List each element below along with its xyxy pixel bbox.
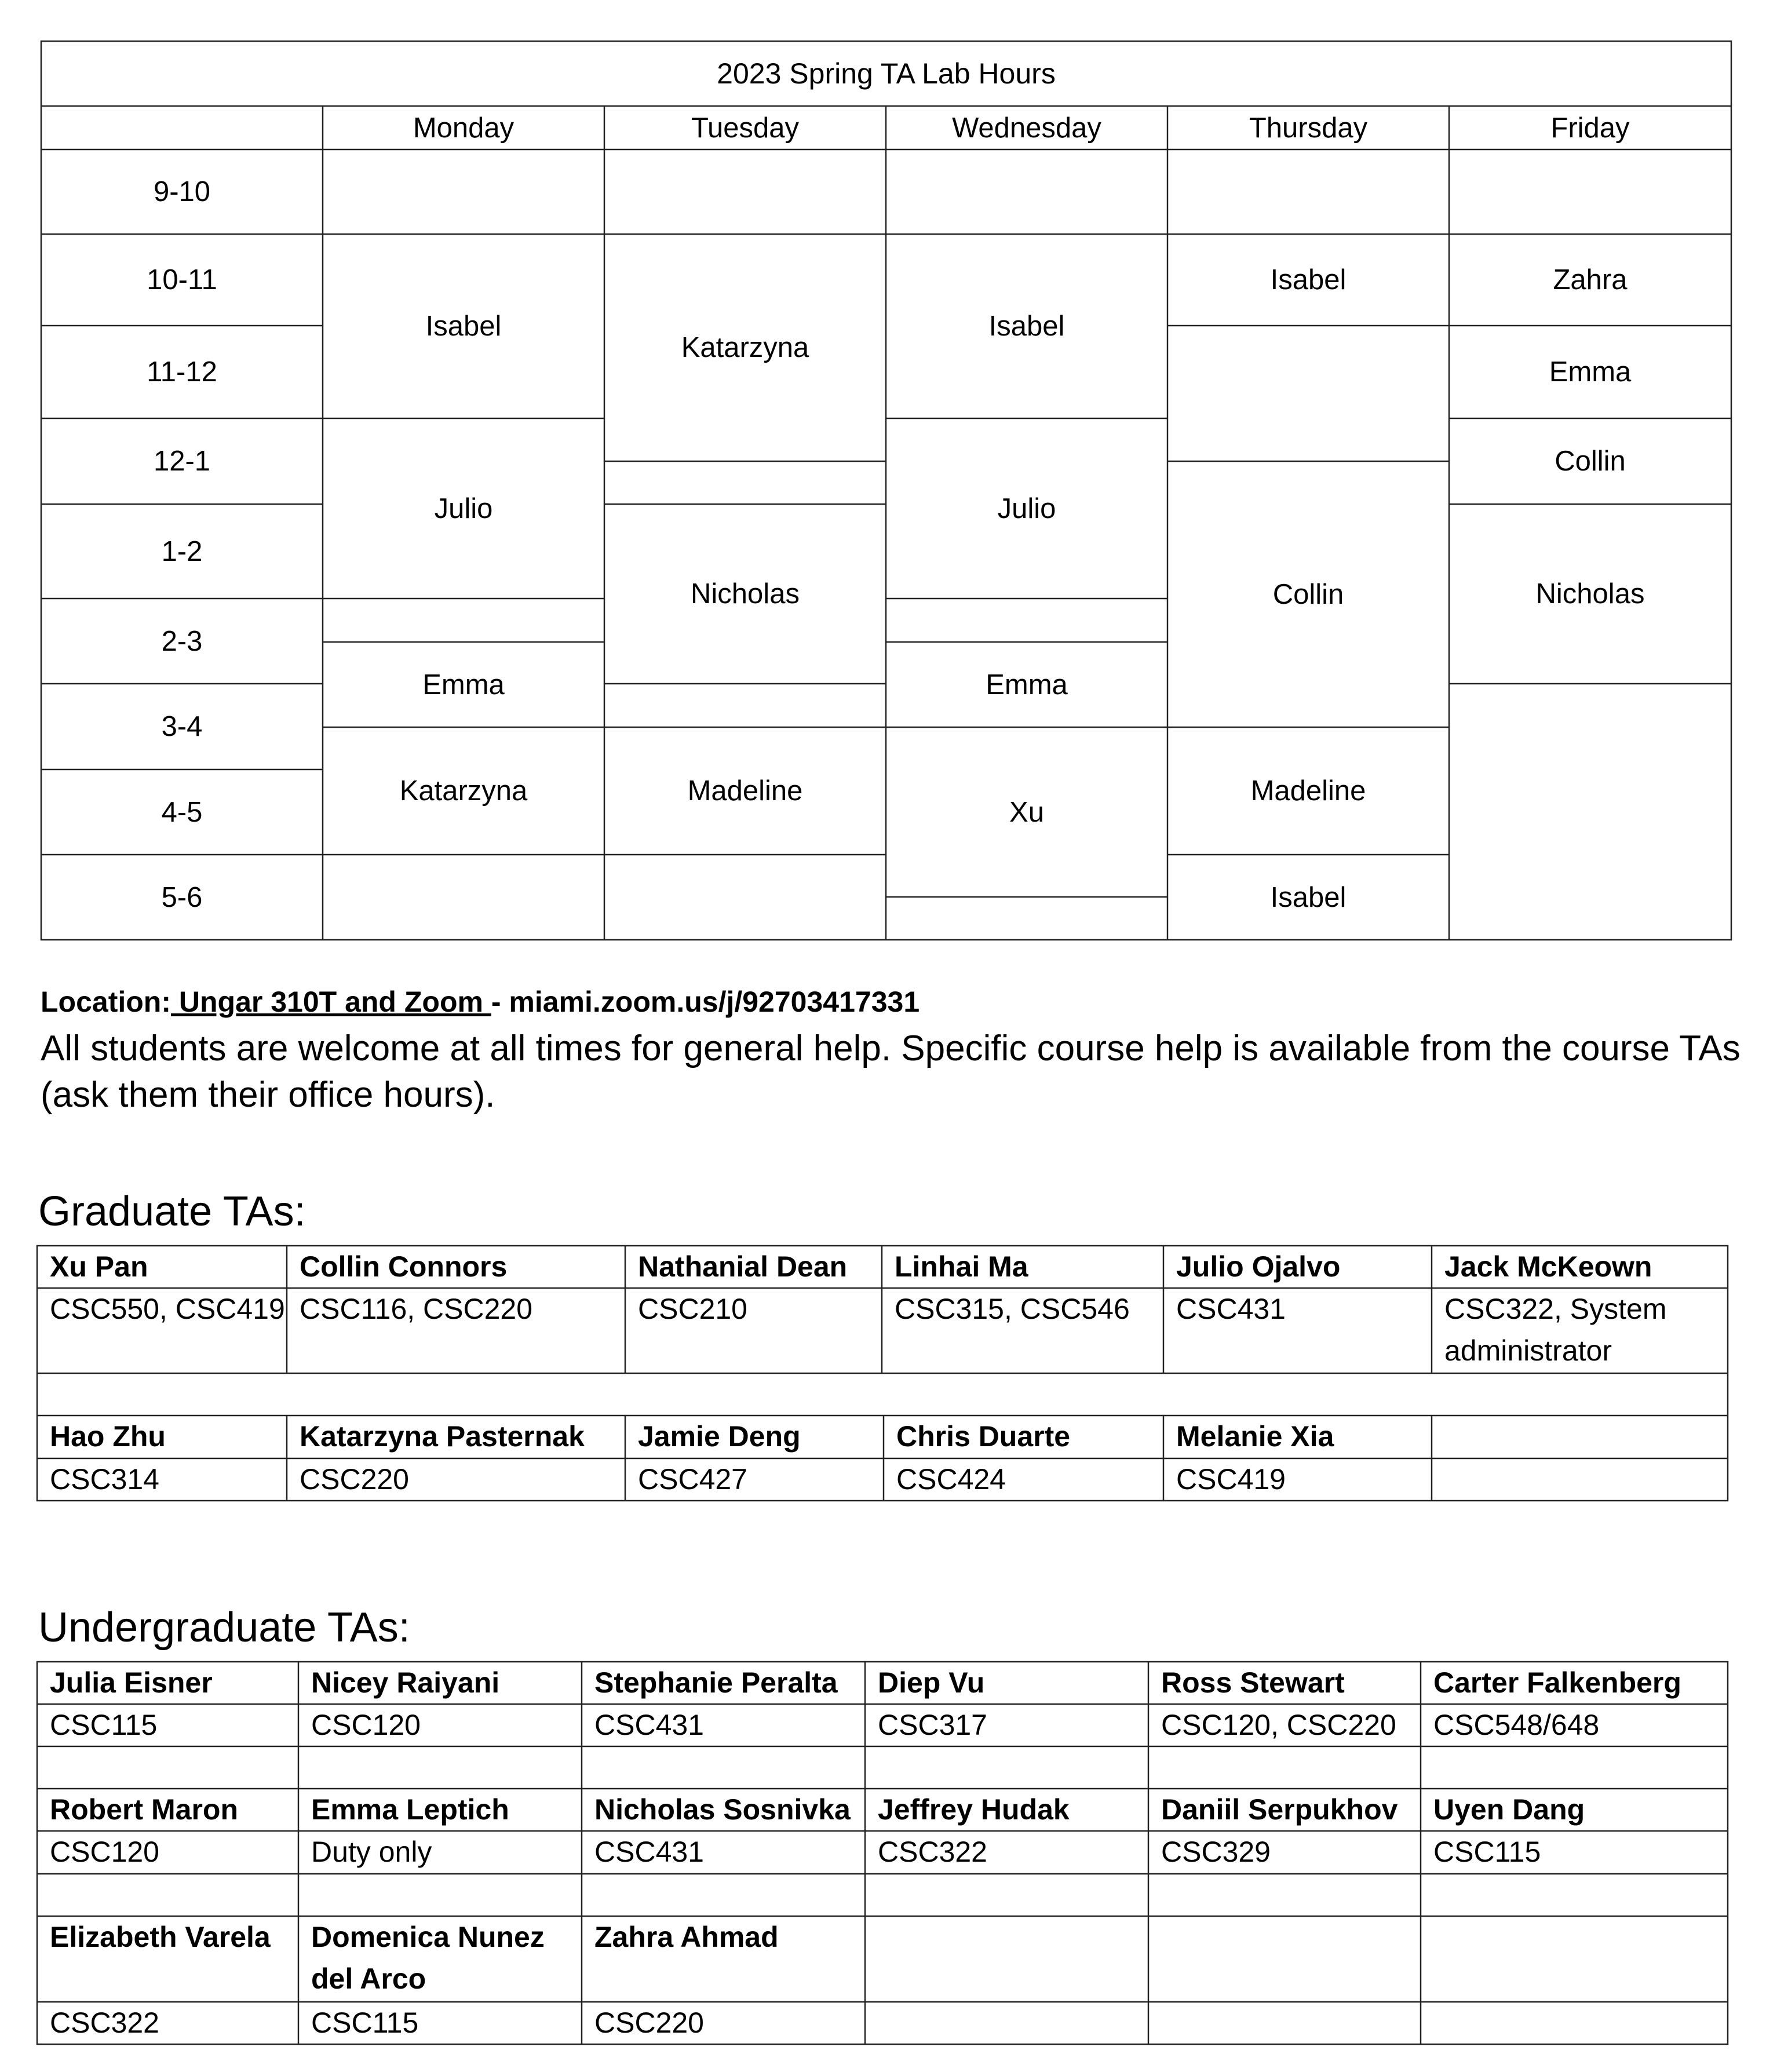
ug-ta-name: Carter Falkenberg [1433,1666,1681,1699]
thursday-isabel-late-shift: Isabel [1270,881,1347,913]
ug-ta-course: CSC322 [50,2007,159,2039]
thursday-isabel-shift: Isabel [1270,264,1347,296]
grad-ta-name: Melanie Xia [1176,1420,1334,1453]
grad-ta-course: CSC431 [1176,1293,1286,1325]
grad-ta-name: Jamie Deng [638,1420,801,1453]
ug-ta-course: CSC322 [878,1836,987,1868]
ug-ta-name: Domenica Nunez del Arco [311,1921,545,1995]
ug-ta-name: Uyen Dang [1433,1793,1585,1826]
grad-ta-course: CSC550, CSC419 [50,1293,285,1325]
ug-ta-name: Nicholas Sosnivka [594,1793,851,1826]
thursday-collin-shift: Collin [1272,578,1344,610]
graduate-heading: Graduate TAs: [38,1188,306,1235]
time-slot-9-10: 9-10 [153,176,211,207]
grad-ta-name: Collin Connors [300,1250,508,1283]
grad-ta-name: Chris Duarte [896,1420,1071,1453]
undergraduate-heading: Undergraduate TAs: [38,1604,410,1651]
grad-ta-name: Linhai Ma [895,1250,1028,1283]
grad-ta-course: CSC322, System administrator [1444,1293,1667,1367]
grad-ta-name: Julio Ojalvo [1176,1250,1341,1283]
ug-ta-course: CSC329 [1161,1836,1271,1868]
ug-ta-course: CSC115 [1433,1836,1541,1868]
ug-ta-course: CSC317 [878,1709,987,1741]
ug-ta-course: CSC431 [594,1836,704,1868]
time-slot-12-1: 12-1 [153,446,211,477]
zoom-link[interactable]: - miami.zoom.us/j/92703417331 [491,986,920,1018]
monday-isabel-shift: Isabel [425,311,502,342]
schedule-title: 2023 Spring TA Lab Hours [717,57,1056,90]
tuesday-nicholas-shift: Nicholas [691,578,800,610]
grad-ta-course: CSC424 [896,1463,1006,1495]
wednesday-emma-shift: Emma [986,669,1068,701]
location-line [41,985,920,1019]
day-header-thursday: Thursday [1249,112,1368,144]
day-header-monday: Monday [413,112,515,144]
location-label: Location: [41,986,171,1018]
grad-ta-course: CSC210 [638,1293,747,1325]
day-header-friday: Friday [1550,112,1630,144]
ug-ta-name: Elizabeth Varela [50,1921,271,1953]
time-slot-4-5: 4-5 [161,796,203,828]
friday-nicholas-shift: Nicholas [1535,578,1645,610]
ug-ta-name: Zahra Ahmad [594,1921,779,1953]
day-header-tuesday: Tuesday [691,112,800,144]
ug-ta-course: CSC431 [594,1709,704,1741]
ug-ta-name: Nicey Raiyani [311,1666,500,1699]
monday-emma-shift: Emma [422,669,505,701]
time-slot-10-11: 10-11 [147,264,217,296]
grad-ta-name: Nathanial Dean [638,1250,848,1283]
ug-ta-course: CSC120 [311,1709,421,1741]
grad-ta-course: CSC116, CSC220 [300,1293,533,1325]
time-slot-3-4: 3-4 [161,711,203,742]
day-header-wednesday: Wednesday [952,112,1101,144]
ug-ta-name: Diep Vu [878,1666,985,1699]
ug-ta-name: Julia Eisner [50,1666,213,1699]
ug-ta-name: Ross Stewart [1161,1666,1345,1699]
ug-ta-course: CSC120, CSC220 [1161,1709,1396,1741]
ug-ta-course: Duty only [311,1836,432,1868]
ug-ta-name: Daniil Serpukhov [1161,1793,1398,1826]
friday-collin-shift: Collin [1555,446,1626,477]
wednesday-xu-shift: Xu [1009,796,1044,828]
ug-ta-course: CSC115 [311,2007,419,2039]
thursday-madeline-shift: Madeline [1250,775,1366,807]
grad-ta-name: Xu Pan [50,1250,148,1283]
grad-ta-course: CSC315, CSC546 [895,1293,1130,1325]
time-slot-1-2: 1-2 [161,535,203,567]
ug-ta-name: Stephanie Peralta [594,1666,838,1699]
ug-ta-course: CSC220 [594,2007,704,2039]
ug-ta-name: Emma Leptich [311,1793,509,1826]
wednesday-julio-shift: Julio [997,493,1056,524]
time-slot-11-12: 11-12 [147,356,217,388]
grad-ta-course: CSC220 [300,1463,409,1495]
friday-zahra-shift: Zahra [1553,264,1628,296]
wednesday-isabel-shift: Isabel [988,311,1065,342]
grad-ta-course: CSC427 [638,1463,747,1495]
location-place: Ungar 310T and Zoom [170,986,491,1018]
ug-ta-name: Robert Maron [50,1793,238,1826]
time-slot-5-6: 5-6 [161,881,203,913]
ug-ta-name: Jeffrey Hudak [878,1793,1070,1826]
monday-julio-shift: Julio [434,493,493,524]
grad-ta-course: CSC314 [50,1463,159,1495]
grad-ta-course: CSC419 [1176,1463,1286,1495]
ug-ta-course: CSC120 [50,1836,159,1868]
monday-katarzyna-shift: Katarzyna [399,775,528,807]
grad-ta-name: Hao Zhu [50,1420,166,1453]
ug-ta-course: CSC115 [50,1709,158,1741]
ug-ta-course: CSC548/648 [1433,1709,1600,1741]
grad-ta-name: Jack McKeown [1444,1250,1652,1283]
help-note: All students are welcome at all times for general help. Specific course help is available from the course TAs (ask them their office hours). [41,1028,1741,1115]
tuesday-madeline-shift: Madeline [687,775,803,807]
grad-ta-name: Katarzyna Pasternak [300,1420,585,1453]
friday-emma-shift: Emma [1549,356,1632,388]
tuesday-katarzyna-shift: Katarzyna [681,332,809,363]
time-slot-2-3: 2-3 [161,625,203,657]
